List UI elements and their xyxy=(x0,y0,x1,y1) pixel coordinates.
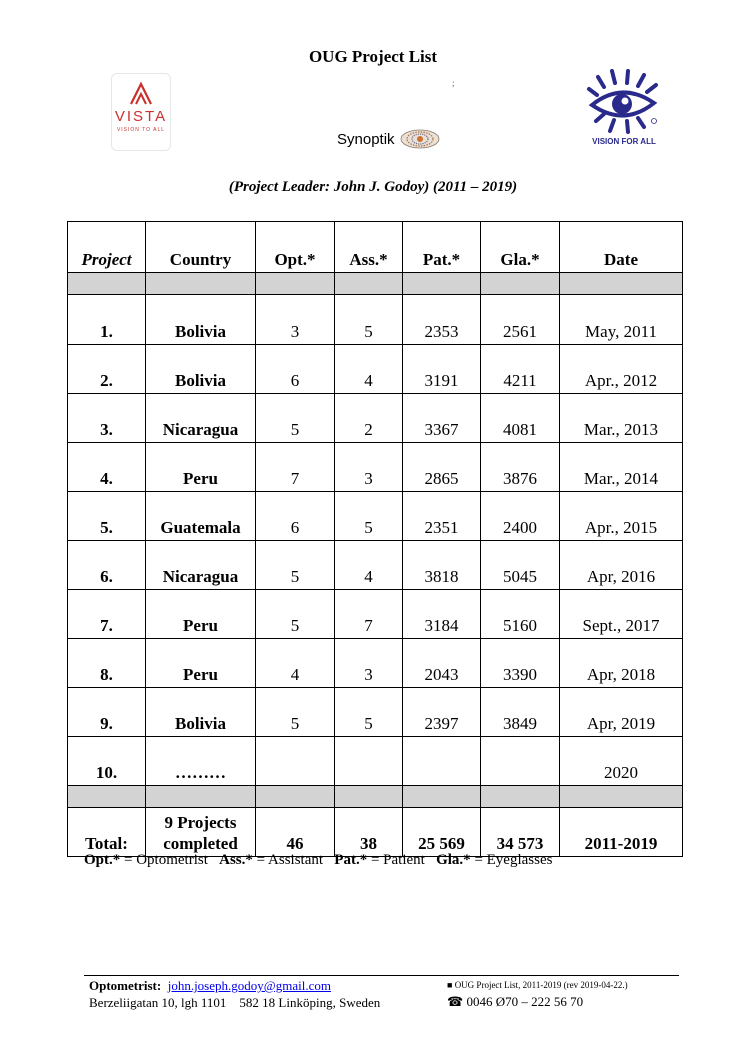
cell-date: Apr, 2016 xyxy=(560,541,683,590)
table-row xyxy=(68,295,683,345)
cell-ass xyxy=(335,737,403,786)
legend-pat-key: Pat.* xyxy=(334,852,368,868)
table-row xyxy=(68,639,683,688)
cell-pat: 2865 xyxy=(403,443,481,492)
cell-opt: 5 xyxy=(256,590,335,639)
cell-country: Nicaragua xyxy=(146,541,256,590)
footer-address: Berzeliigatan 10, lgh 1101 582 18 Linköping, Sweden xyxy=(89,995,381,1010)
legend-gla-key: Gla.* xyxy=(436,852,471,868)
cell-opt: 7 xyxy=(256,443,335,492)
synoptik-eye-icon xyxy=(399,128,441,150)
footer-optometrist-label: Optometrist: xyxy=(89,978,162,993)
cell-gla: 4081 xyxy=(481,394,560,443)
cell-date: Sept., 2017 xyxy=(560,590,683,639)
cell-gla: 2400 xyxy=(481,492,560,541)
footer-phone xyxy=(447,994,583,1010)
cell-ass: 3 xyxy=(335,639,403,688)
cell-ass: 2 xyxy=(335,394,403,443)
cell-gla: 5045 xyxy=(481,541,560,590)
cell-date: Apr., 2015 xyxy=(560,492,683,541)
cell-opt: 4 xyxy=(256,639,335,688)
header-pat: Pat.* xyxy=(403,222,481,273)
cell-country: Bolivia xyxy=(146,295,256,345)
cell-ass: 7 xyxy=(335,590,403,639)
cell-ass: 5 xyxy=(335,492,403,541)
cell-project: 4. xyxy=(68,443,146,492)
header-ass: Ass.* xyxy=(335,222,403,273)
cell-project: 1. xyxy=(68,295,146,345)
cell-pat: 2351 xyxy=(403,492,481,541)
header-opt: Opt.* xyxy=(256,222,335,273)
page-title: OUG Project List xyxy=(308,47,438,66)
cell-opt xyxy=(256,737,335,786)
table-row xyxy=(68,688,683,737)
cell-opt: 6 xyxy=(256,345,335,394)
cell-country: Peru xyxy=(146,590,256,639)
table-row xyxy=(68,394,683,443)
cell-pat: 2397 xyxy=(403,688,481,737)
table-header-row xyxy=(68,222,683,273)
project-table xyxy=(67,221,683,857)
synoptik-logo xyxy=(337,128,441,150)
separator-row xyxy=(68,273,683,295)
cell-country: Bolivia xyxy=(146,688,256,737)
cell-pat: 2043 xyxy=(403,639,481,688)
legend-opt-value: = Optometrist xyxy=(120,852,208,868)
vision-for-all-eye-icon xyxy=(584,69,664,135)
vision-for-all-tagline: VISION FOR ALL xyxy=(592,137,656,146)
cell-country: Peru xyxy=(146,639,256,688)
cell-ass: 4 xyxy=(335,345,403,394)
cell-pat: 3191 xyxy=(403,345,481,394)
vista-logo-tagline: VISION TO ALL xyxy=(116,127,166,133)
abbreviation-legend xyxy=(84,852,552,869)
cell-pat: 3367 xyxy=(403,394,481,443)
footer-phone-number: 0046 Ø70 – 222 56 70 xyxy=(466,994,584,1009)
footer-doc-note xyxy=(447,980,628,990)
legend-opt-key: Opt.* xyxy=(84,852,121,868)
cell-gla: 5160 xyxy=(481,590,560,639)
legend-ass-key: Ass.* xyxy=(219,852,253,868)
cell-country: Bolivia xyxy=(146,345,256,394)
cell-opt: 5 xyxy=(256,541,335,590)
synoptik-logo-word: Synoptik xyxy=(337,130,395,148)
cell-country: Nicaragua xyxy=(146,394,256,443)
cell-date: Apr, 2019 xyxy=(560,688,683,737)
vista-logo xyxy=(111,73,171,151)
total-date: 2011-2019 xyxy=(560,808,683,857)
total-opt: 46 xyxy=(256,808,335,857)
table-row xyxy=(68,737,683,786)
total-pat: 25 569 xyxy=(403,808,481,857)
cell-gla xyxy=(481,737,560,786)
cell-project: 9. xyxy=(68,688,146,737)
cell-opt: 5 xyxy=(256,688,335,737)
cell-project: 8. xyxy=(68,639,146,688)
cell-opt: 3 xyxy=(256,295,335,345)
total-ass: 38 xyxy=(335,808,403,857)
cell-ass: 5 xyxy=(335,295,403,345)
table-row xyxy=(68,443,683,492)
cell-project: 5. xyxy=(68,492,146,541)
cell-date: Apr, 2018 xyxy=(560,639,683,688)
header-country: Country xyxy=(146,222,256,273)
footer-email-link[interactable]: john.joseph.godoy@gmail.com xyxy=(167,978,331,993)
header-project: Project xyxy=(68,222,146,273)
cell-gla: 4211 xyxy=(481,345,560,394)
cell-date: Mar., 2014 xyxy=(560,443,683,492)
table-row xyxy=(68,345,683,394)
cell-date: Apr., 2012 xyxy=(560,345,683,394)
cell-pat xyxy=(403,737,481,786)
vista-chevron-icon xyxy=(129,80,153,106)
header-gla: Gla.* xyxy=(481,222,560,273)
legend-pat-value: = Patient xyxy=(367,852,425,868)
table-row xyxy=(68,541,683,590)
cell-ass: 3 xyxy=(335,443,403,492)
cell-project: 7. xyxy=(68,590,146,639)
cell-pat: 3184 xyxy=(403,590,481,639)
table-row xyxy=(68,590,683,639)
total-projects-line2: completed xyxy=(163,834,238,853)
total-gla: 34 573 xyxy=(481,808,560,857)
cell-gla: 2561 xyxy=(481,295,560,345)
cell-country: ……… xyxy=(146,737,256,786)
cell-ass: 4 xyxy=(335,541,403,590)
project-leader-subtitle: (Project Leader: John J. Godoy) (2011 – 2019) xyxy=(228,179,518,195)
cell-project: 3. xyxy=(68,394,146,443)
cell-country: Peru xyxy=(146,443,256,492)
table-row xyxy=(68,492,683,541)
footer-doc-note-text: OUG Project List, 2011-2019 (rev 2019-04-22.) xyxy=(454,980,628,990)
legend-gla-value: = Eyeglasses xyxy=(470,852,553,868)
legend-ass-value: = Assistant xyxy=(252,852,324,868)
total-row xyxy=(68,808,683,857)
document-icon: ■ xyxy=(447,980,453,990)
cell-ass: 5 xyxy=(335,688,403,737)
cell-gla: 3849 xyxy=(481,688,560,737)
cell-project: 10. xyxy=(68,737,146,786)
total-projects-line1: 9 Projects xyxy=(164,813,237,832)
footer-divider xyxy=(84,975,679,976)
cell-date: Mar., 2013 xyxy=(560,394,683,443)
vision-for-all-logo xyxy=(584,69,664,151)
phone-icon: ☎ xyxy=(447,994,464,1009)
cell-gla: 3390 xyxy=(481,639,560,688)
cell-opt: 5 xyxy=(256,394,335,443)
cell-date: May, 2011 xyxy=(560,295,683,345)
total-projects xyxy=(146,808,256,857)
header-date: Date xyxy=(560,222,683,273)
cell-gla: 3876 xyxy=(481,443,560,492)
cell-pat: 2353 xyxy=(403,295,481,345)
cell-pat: 3818 xyxy=(403,541,481,590)
separator-row xyxy=(68,786,683,808)
stray-mark: ; xyxy=(452,78,455,88)
vista-logo-word: VISTA xyxy=(114,108,168,125)
cell-project: 6. xyxy=(68,541,146,590)
cell-opt: 6 xyxy=(256,492,335,541)
cell-country: Guatemala xyxy=(146,492,256,541)
total-label: Total: xyxy=(68,808,146,857)
cell-date: 2020 xyxy=(560,737,683,786)
footer-contact xyxy=(89,977,380,1011)
cell-project: 2. xyxy=(68,345,146,394)
